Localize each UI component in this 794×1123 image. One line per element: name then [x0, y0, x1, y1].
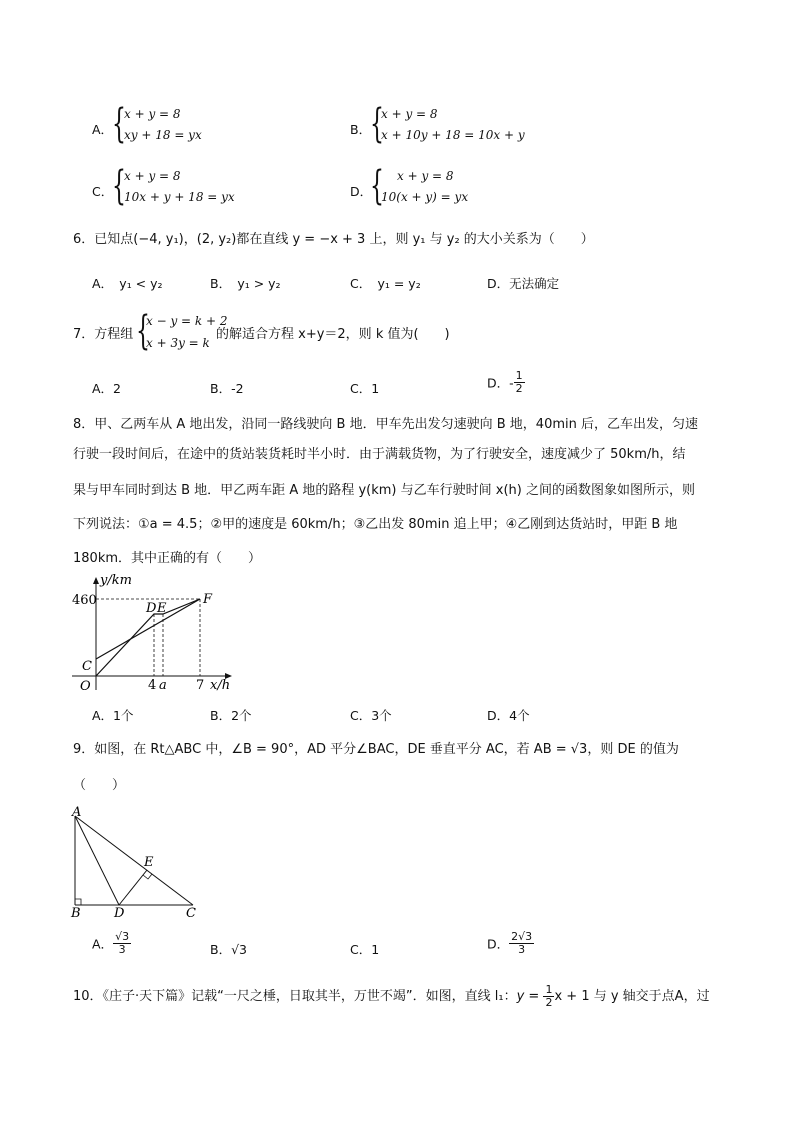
- q5-a-eq2: xy + 18 = yx: [124, 128, 202, 142]
- q7-d-num: 1: [515, 369, 523, 382]
- q9-d-num: 2√3: [511, 930, 533, 943]
- q6-option-d: D．无法确定: [487, 276, 560, 291]
- q5-b-eq1: x + y = 8: [381, 107, 438, 121]
- tick-460: 460: [72, 593, 97, 608]
- q6-option-c: C． y₁ = y₂: [350, 276, 421, 291]
- brace: {: [112, 163, 126, 209]
- point-e: E: [157, 601, 167, 616]
- q5-a-eq1: x + y = 8: [124, 107, 181, 121]
- q10-text: 10．《庄子·天下篇》记载“一尺之棰，日取其半，万世不竭”．如图，直线 l₁：: [73, 989, 517, 1004]
- q9-line-2: （ ）: [73, 778, 126, 793]
- q8-line-4: 下列说法：①a = 4.5；②甲的速度是 60km/h；③乙出发 80min 追上甲；④乙刚到达货站时，甲距 B 地: [73, 517, 678, 532]
- q10-eq-post: x + 1 与 y 轴交于点A，过: [554, 989, 710, 1004]
- q6-stem: 6．已知点(−4, y₁)，(2, y₂)都在直线 y = −x + 3 上，则 y₁ 与 y₂ 的大小关系为（ ）: [73, 232, 594, 247]
- q9-a-den: 3: [118, 943, 126, 956]
- vertex-a: A: [72, 805, 82, 820]
- q10-eq-den: 2: [545, 996, 553, 1009]
- q8-line-5: 180km．其中正确的有（ ）: [73, 551, 262, 566]
- q7-d-fraction: [514, 370, 525, 395]
- y-axis-label: y/km: [100, 573, 132, 588]
- q8-option-b: B．2个: [210, 708, 252, 723]
- q5-c-label: C．: [92, 184, 114, 199]
- q7-d-den: 2: [515, 382, 523, 395]
- q7-option-c: C．1: [350, 381, 380, 396]
- q9-line-1: 9．如图，在 Rt△ABC 中，∠B = 90°，AD 平分∠BAC，DE 垂直平分 AC，若 AB = √3，则 DE 的值为: [73, 742, 679, 757]
- q6-option-a: A． y₁ < y₂: [92, 276, 163, 291]
- q8-option-c: C．3个: [350, 708, 392, 723]
- q9-option-b: B．√3: [210, 942, 247, 957]
- origin-o: O: [80, 679, 91, 694]
- q8-line-1: 8．甲、乙两车从 A 地出发，沿同一路线驶向 B 地．甲车先出发匀速驶向 B 地，40min 后，乙车出发，匀速: [73, 417, 698, 432]
- q5-d-eq2: 10(x + y) = yx: [381, 190, 469, 204]
- q7-d-label: D．-: [487, 375, 514, 391]
- q8-option-a: A．1个: [92, 708, 134, 723]
- q9-d-label: D．: [487, 936, 510, 952]
- q9-option-a: [92, 931, 131, 956]
- q7-suffix: 的解适合方程 x+y＝2，则 k 值为( ): [216, 327, 450, 342]
- q7-option-d: [487, 370, 525, 395]
- tick-4: 4: [148, 678, 157, 693]
- q9-triangle-figure: [68, 802, 208, 922]
- brace: {: [112, 101, 126, 147]
- q9-a-label: A．: [92, 936, 114, 952]
- q9-option-c: C．1: [350, 942, 380, 957]
- vertex-d: D: [114, 906, 125, 921]
- tick-a: a: [159, 678, 167, 693]
- point-f: F: [203, 592, 213, 607]
- q7-prefix: 7．方程组: [73, 327, 134, 342]
- right-angle-e: [143, 874, 152, 879]
- vertex-c: C: [186, 906, 196, 921]
- q5-b-eq2: x + 10y + 18 = 10x + y: [381, 128, 525, 142]
- q5-d-eq1: x + y = 8: [397, 169, 454, 183]
- q9-d-fraction: [509, 931, 534, 956]
- q7-eq1: x − y = k + 2: [146, 314, 228, 328]
- q8-option-d: D．4个: [487, 708, 530, 723]
- q10-eq-num: 1: [545, 983, 553, 996]
- q10-stem: [73, 984, 710, 1009]
- q9-option-d: [487, 931, 534, 956]
- brace: {: [370, 101, 384, 147]
- side-ac: [75, 816, 193, 905]
- point-c: C: [82, 659, 92, 674]
- q5-d-label: D．: [350, 184, 373, 199]
- tick-7: 7: [196, 678, 205, 693]
- x-axis-label: x/h: [210, 678, 231, 693]
- brace: {: [136, 308, 150, 354]
- q7-option-a: A．2: [92, 381, 122, 396]
- point-d: D: [146, 601, 157, 616]
- q5-c-eq2: 10x + y + 18 = yx: [124, 190, 235, 204]
- q8-line-3: 果与甲车同时到达 B 地．甲乙两车距 A 地的路程 y(km) 与乙车行驶时间 x(h) 之间的函数图象如图所示，则: [73, 483, 695, 498]
- brace: {: [370, 163, 384, 209]
- q9-a-num: √3: [115, 930, 130, 943]
- q5-a-label: A．: [92, 122, 114, 137]
- q5-b-label: B．: [350, 122, 372, 137]
- q10-eq-fraction: [543, 984, 554, 1009]
- y-axis-arrow: [93, 577, 99, 584]
- vertex-e: E: [144, 855, 154, 870]
- q10-eq-pre: y =: [516, 989, 544, 1004]
- vertex-b: B: [71, 906, 81, 921]
- q7-option-b: B．-2: [210, 381, 244, 396]
- q5-c-eq1: x + y = 8: [124, 169, 181, 183]
- q7-eq2: x + 3y = k: [146, 336, 210, 350]
- q8-graph: [70, 572, 240, 694]
- segment-ad: [75, 816, 119, 905]
- q9-a-fraction: [113, 931, 131, 956]
- q9-d-den: 3: [518, 943, 526, 956]
- q8-line-2: 行驶一段时间后，在途中的货站装货耗时半小时．由于满载货物，为了行驶安全，速度减少了 50km/h，结: [73, 447, 686, 462]
- right-angle-b: [75, 899, 81, 905]
- q6-option-b: B． y₁ > y₂: [210, 276, 281, 291]
